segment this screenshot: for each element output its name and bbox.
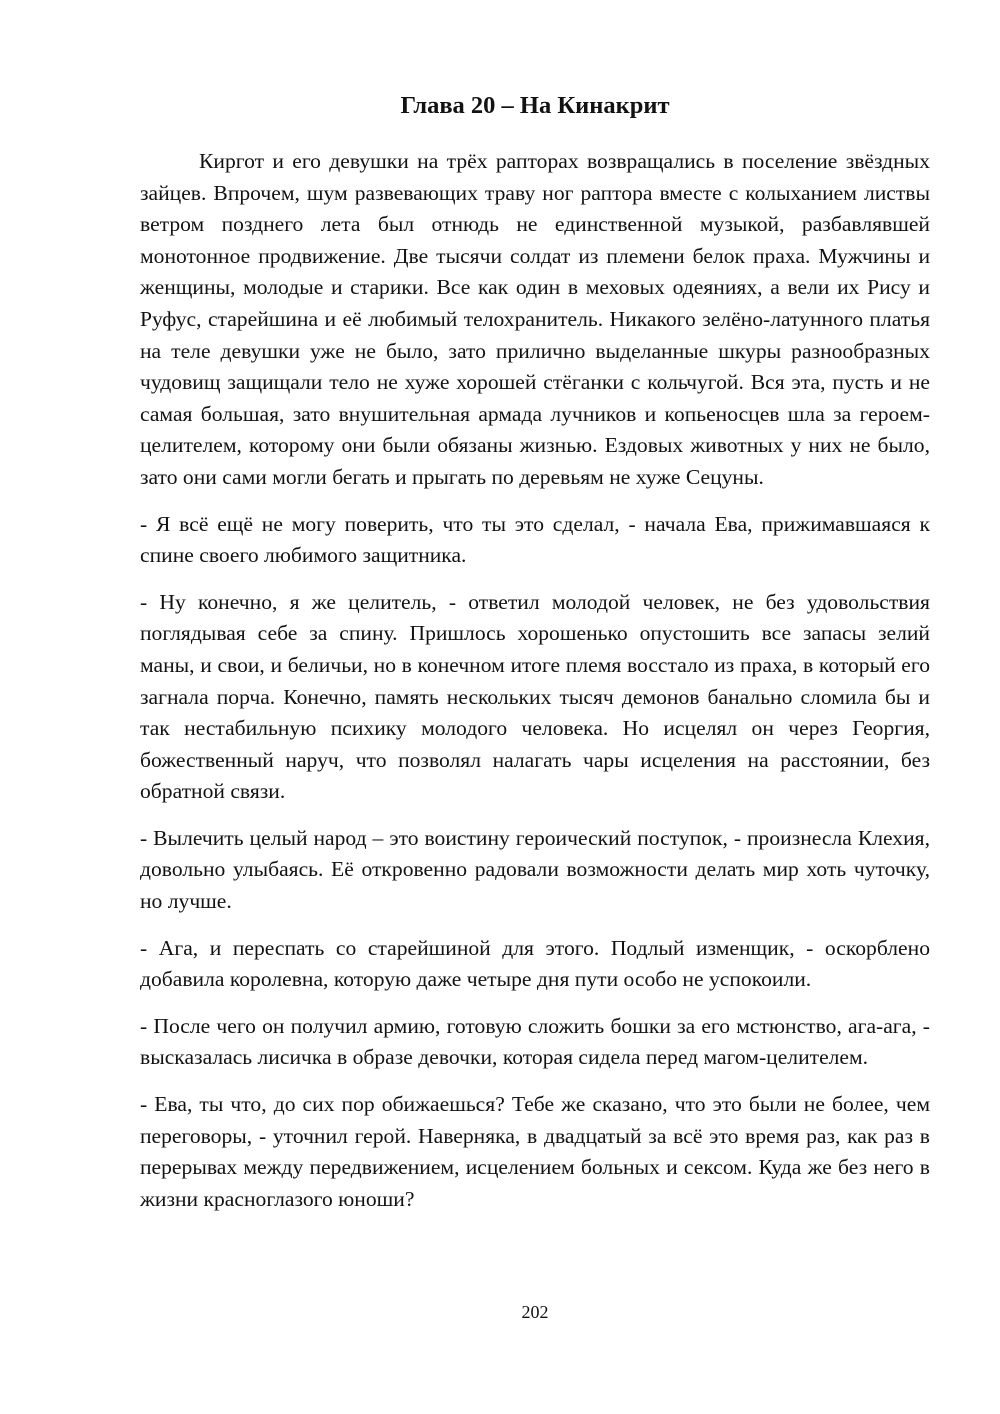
text-column <box>140 92 930 1230</box>
dialogue-paragraph: - Ну конечно, я же целитель, - ответил молодой человек, не без удовольствия поглядывая себе за спину. Пришлось хорошенько опустошить все запасы зелий маны, и свои, и беличьи, но в конечном итоге племя восстало из праха, в который его загнала порча. Конечно, память нескольких тысяч демонов банально сломила бы и так нестабильную психику молодого человека. Но исцелял он через Георгия, божественный наруч, что позволял налагать чары исцеления на расстоянии, без обратной связи. <box>140 589 930 804</box>
body-paragraph: Киргот и его девушки на трёх рапторах возвращались в поселение звёздных зайцев. Впрочем, шум развевающих траву ног раптора вместе с колыханием листвы ветром позднего лета был отнюдь не единственной музыкой, разбавлявшей монотонное продвижение. Две тысячи солдат из племени белок праха. Мужчины и женщины, молодые и старики. Все как один в меховых одеяниях, а вели их Рису и Руфус, старейшина и её любимый телохранитель. Никакого зелёно-латунного платья на теле девушки уже не было, зато прилично выделанные шкуры разнообразных чудовищ защищали тело не хуже хорошей стёганки с кольчугой. Вся эта, пусть и не самая большая, зато внушительная армада лучников и копьеносцев шла за героем-целителем, которому они были обязаны жизнью. Ездовых животных у них не было, зато они сами могли бегать и прыгать по деревьям не хуже Сецуны. <box>140 149 930 489</box>
chapter-title: Глава 20 – На Кинакрит <box>400 92 670 119</box>
dialogue-paragraph: - Вылечить целый народ – это воистину героический поступок, - произнесла Клехия, довольно улыбаясь. Её откровенно радовали возможности делать мир хоть чуточку, но лучше. <box>140 825 930 914</box>
dialogue-paragraph: - Ага, и переспать со старейшиной для этого. Подлый изменщик, - оскорблено добавила королевна, которую даже четыре дня пути особо не успокоили. <box>140 935 930 992</box>
dialogue-paragraph: - Ева, ты что, до сих пор обижаешься? Тебе же сказано, что это были не более, чем переговоры, - уточнил герой. Наверняка, в двадцатый за всё это время раз, как раз в перерывах между передвижением, исцелением больных и сексом. Куда же без него в жизни красноглазого юноши? <box>140 1092 930 1211</box>
dialogue-paragraph: - После чего он получил армию, готовую сложить бошки за его мстюнство, ага-ага, - высказалась лисичка в образе девочки, которая сидела перед магом-целителем. <box>140 1013 930 1070</box>
dialogue-paragraph: - Я всё ещё не могу поверить, что ты это сделал, - начала Ева, прижимавшаяся к спине своего любимого защитника. <box>140 511 930 568</box>
page-number: 202 <box>521 1302 549 1322</box>
